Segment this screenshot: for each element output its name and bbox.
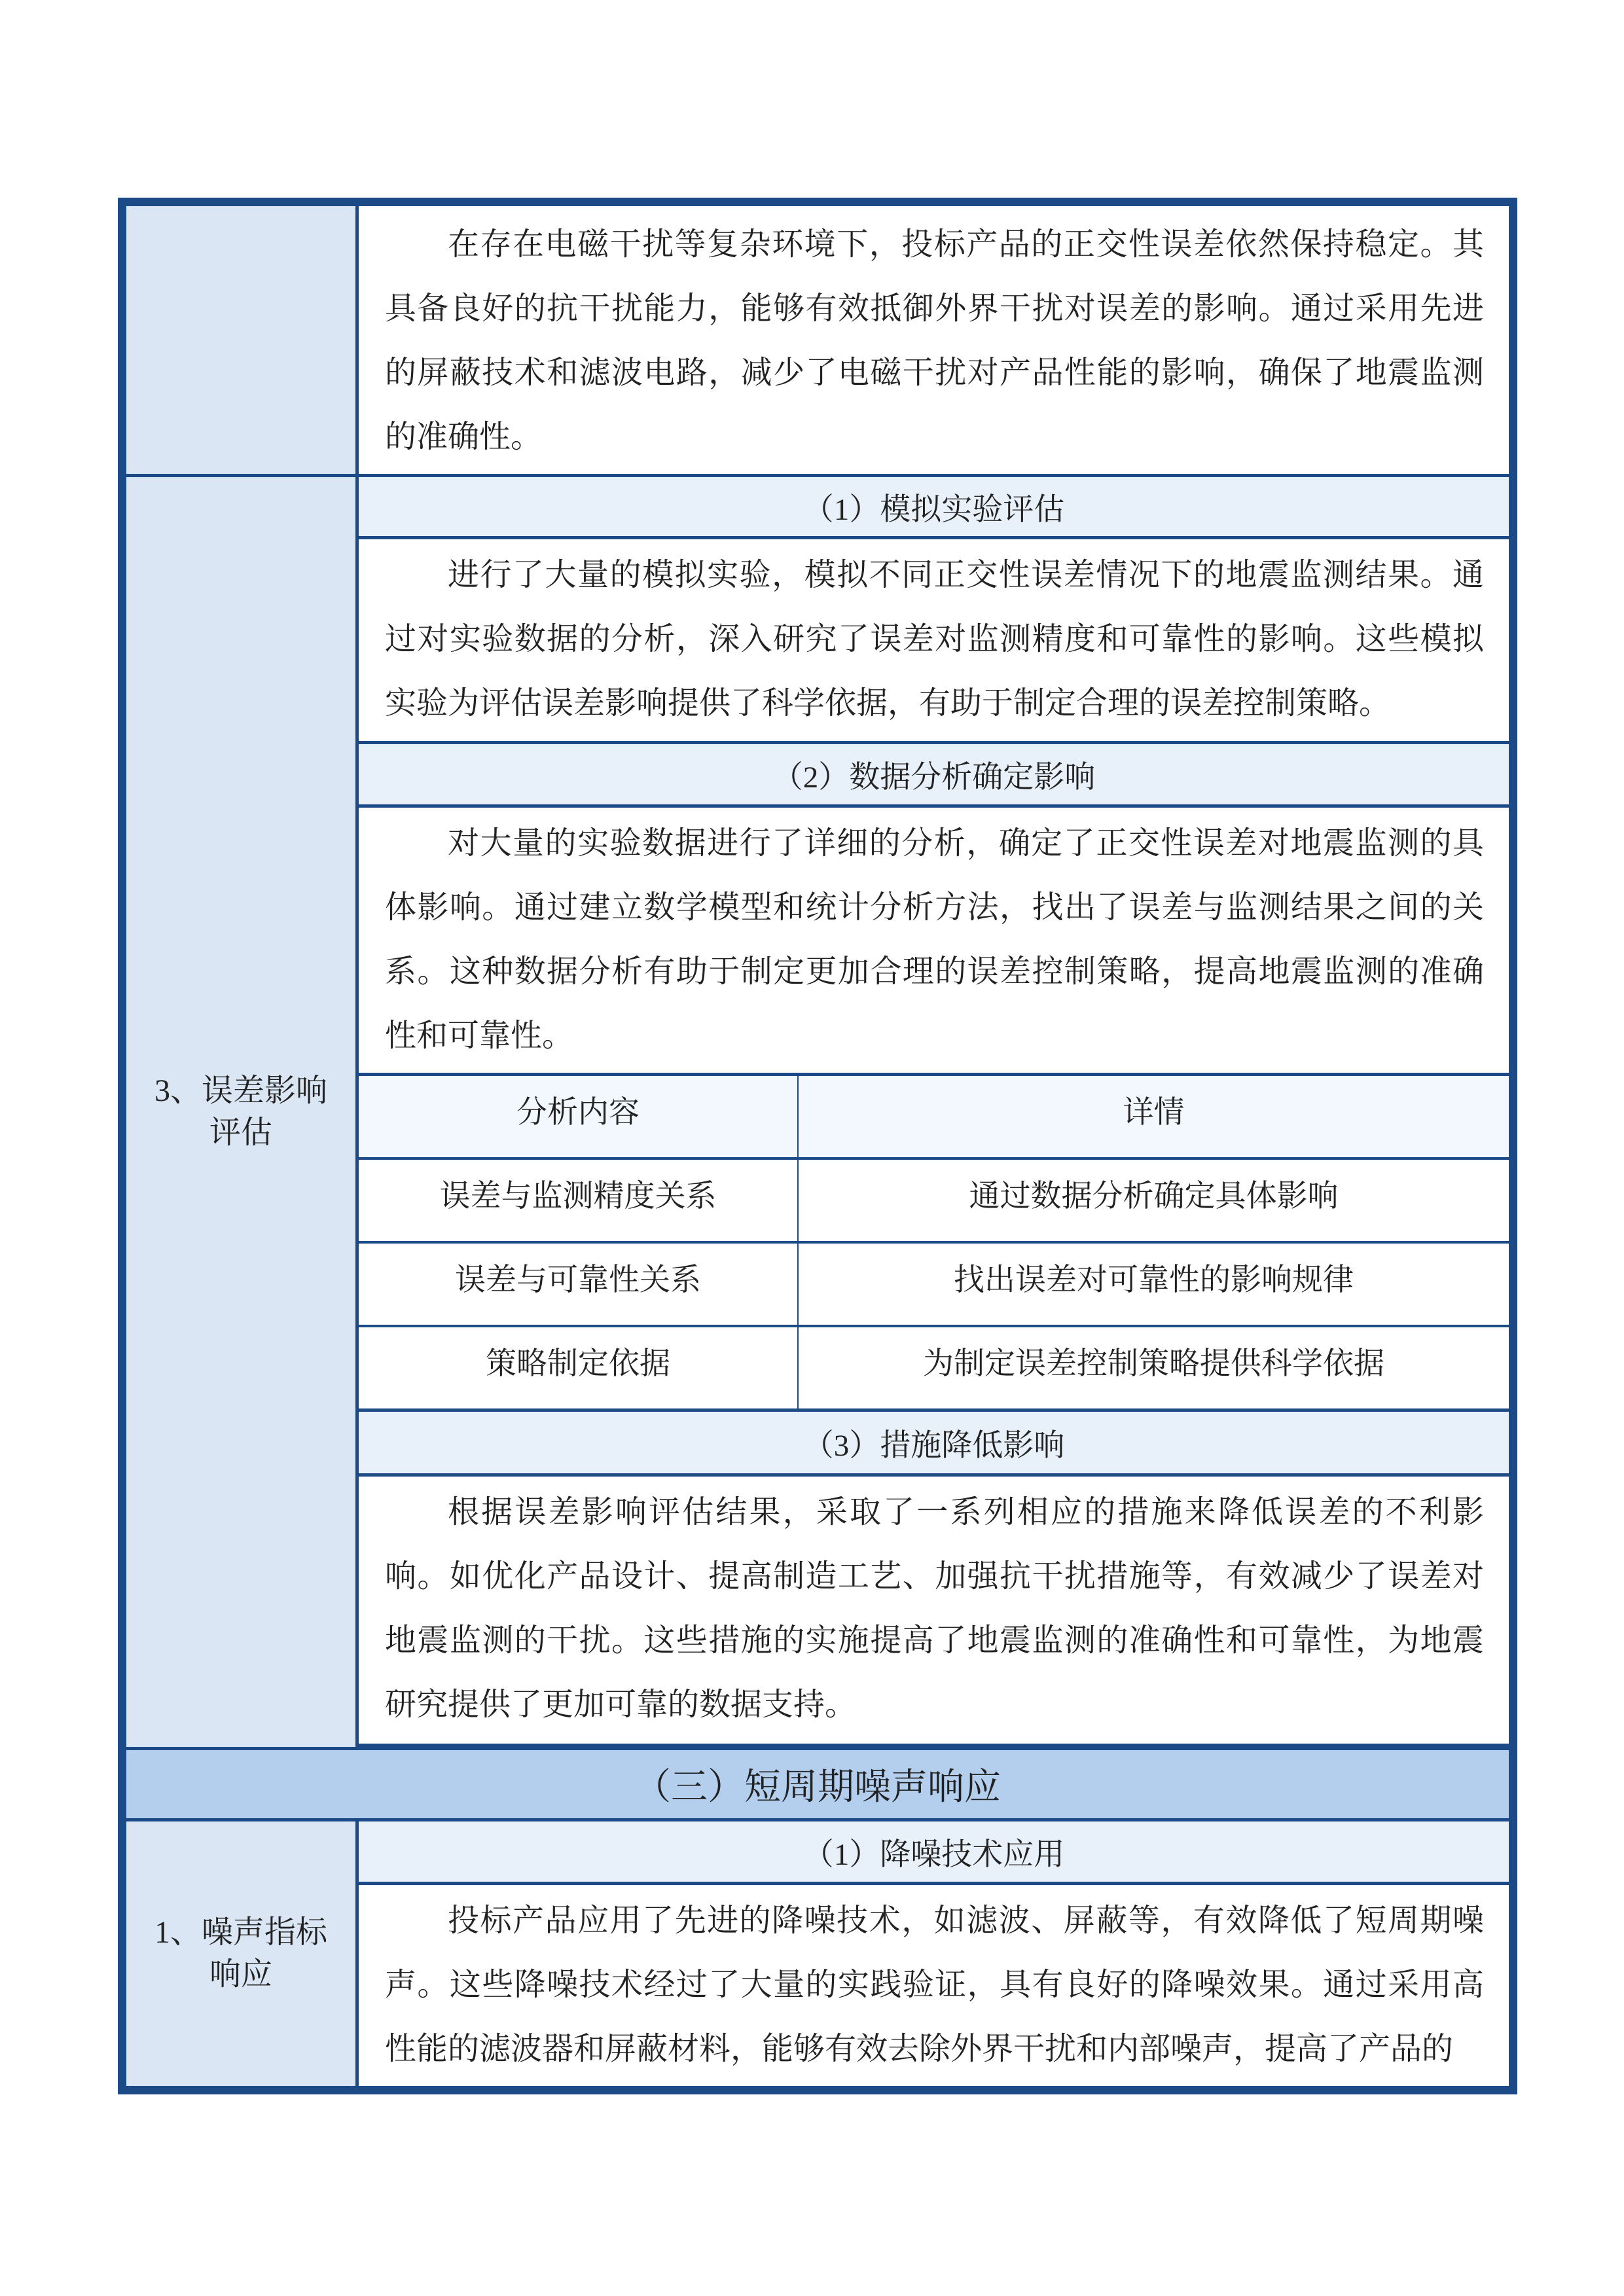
section-heading-noise: （三）短周期噪声响应	[125, 1749, 1511, 1820]
table-cell: 误差与可靠性关系	[359, 1242, 798, 1326]
sub-heading-noise-reduction: （1）降噪技术应用	[357, 1820, 1511, 1884]
measures-paragraph: 根据误差影响评估结果，采取了一系列相应的措施来降低误差的不利影响。如优化产品设计、提高制造工艺、加强抗干扰措施等，有效减少了误差对地震监测的干扰。这些措施的实施提高了地震监测的准确性和可靠性，为地震研究提供了更加可靠的数据支持。	[357, 1475, 1511, 1746]
document-table	[118, 198, 1517, 2094]
sub-heading-data-analysis: （2）数据分析确定影响	[357, 743, 1511, 806]
table-header-row	[359, 1076, 1509, 1158]
intro-paragraph: 在存在电磁干扰等复杂环境下，投标产品的正交性误差依然保持稳定。其具备良好的抗干扰能力，能够有效抵御外界干扰对误差的影响。通过采用先进的屏蔽技术和滤波电路，减少了电磁干扰对产品性能的影响，确保了地震监测的准确性。	[357, 205, 1511, 476]
left-label-empty	[125, 205, 357, 476]
sub-heading-measures: （3）措施降低影响	[357, 1410, 1511, 1475]
table-header: 详情	[798, 1076, 1509, 1158]
error-impact-label: 3、误差影响评估	[125, 476, 357, 1749]
table-row	[359, 1242, 1509, 1326]
noise-reduction-paragraph: 投标产品应用了先进的降噪技术，如滤波、屏蔽等，有效降低了短周期噪声。这些降噪技术经过了大量的实践验证，具有良好的降噪效果。通过采用高性能的滤波器和屏蔽材料，能够有效去除外界干扰和内部噪声，提高了产品的	[357, 1884, 1511, 2088]
table-cell: 误差与监测精度关系	[359, 1158, 798, 1242]
analysis-table-cell	[357, 1075, 1511, 1410]
table-row	[359, 1158, 1509, 1242]
table-cell: 通过数据分析确定具体影响	[798, 1158, 1509, 1242]
sub-heading-simulation: （1）模拟实验评估	[357, 476, 1511, 538]
table-header: 分析内容	[359, 1076, 798, 1158]
table-cell: 策略制定依据	[359, 1326, 798, 1408]
simulation-paragraph: 进行了大量的模拟实验，模拟不同正交性误差情况下的地震监测结果。通过对实验数据的分析，深入研究了误差对监测精度和可靠性的影响。这些模拟实验为评估误差影响提供了科学依据，有助于制定合理的误差控制策略。	[357, 538, 1511, 743]
noise-indicator-label: 1、噪声指标响应	[125, 1820, 357, 2088]
table-cell: 找出误差对可靠性的影响规律	[798, 1242, 1509, 1326]
table-cell: 为制定误差控制策略提供科学依据	[798, 1326, 1509, 1408]
table-row	[359, 1326, 1509, 1408]
data-analysis-paragraph: 对大量的实验数据进行了详细的分析，确定了正交性误差对地震监测的具体影响。通过建立数学模型和统计分析方法，找出了误差与监测结果之间的关系。这种数据分析有助于制定更加合理的误差控制策略，提高地震监测的准确性和可靠性。	[357, 806, 1511, 1075]
analysis-table	[359, 1076, 1509, 1408]
